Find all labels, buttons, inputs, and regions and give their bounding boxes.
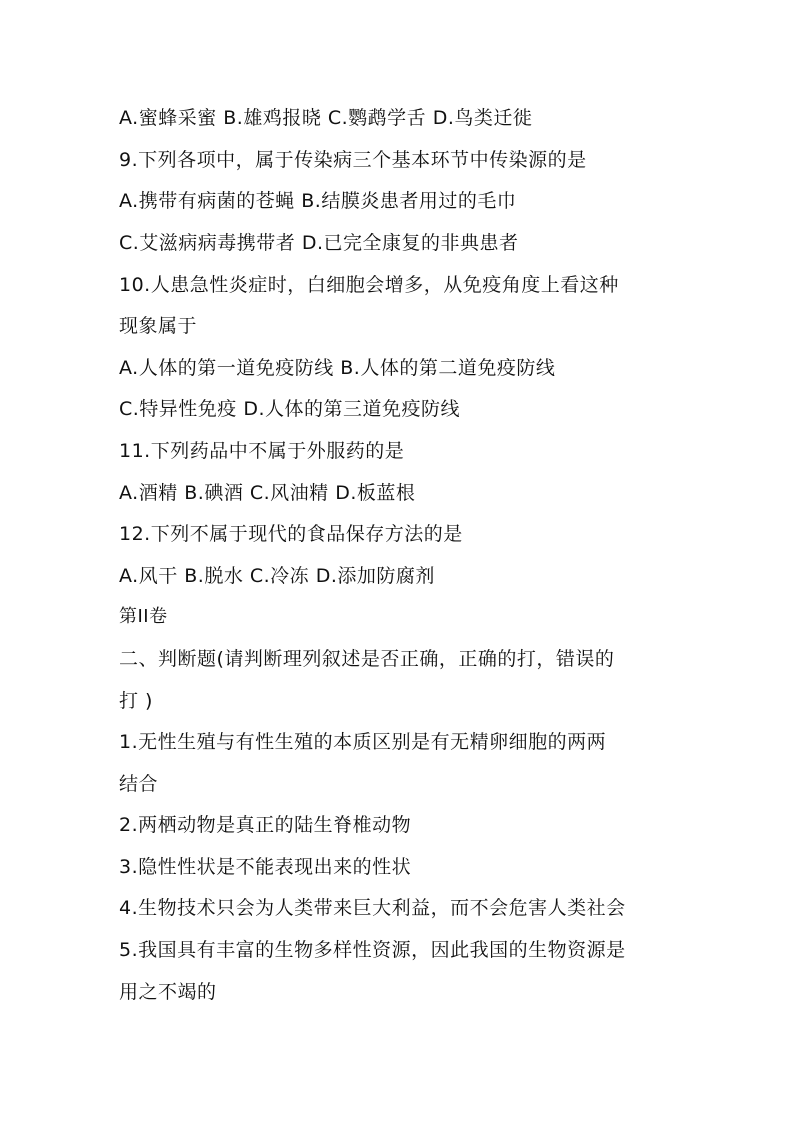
statement-2: 2.两栖动物是真正的陆生脊椎动物 — [119, 814, 412, 836]
answer-options-question-12: A.风干 B.脱水 C.冷冻 D.添加防腐剂 — [119, 565, 435, 587]
statement-1-line-2: 结合 — [119, 773, 159, 795]
answer-options-question-10-line-2: C.特异性免疫 D.人体的第三道免疫防线 — [119, 398, 461, 420]
question-11: 11.下列药品中不属于外服药的是 — [119, 440, 405, 462]
answer-options-question-8: A.蜜蜂采蜜 B.雄鸡报晓 C.鹦鹉学舌 D.鸟类迁徙 — [119, 107, 533, 129]
statement-5-line-2: 用之不竭的 — [119, 981, 217, 1003]
question-10-line-2: 现象属于 — [119, 315, 198, 337]
answer-options-question-9-line-1: A.携带有病菌的苍蝇 B.结膜炎患者用过的毛巾 — [119, 190, 517, 212]
statement-3: 3.隐性性状是不能表现出来的性状 — [119, 856, 412, 878]
answer-options-question-11: A.酒精 B.碘酒 C.风油精 D.板蓝根 — [119, 482, 416, 504]
answer-options-question-10-line-1: A.人体的第一道免疫防线 B.人体的第二道免疫防线 — [119, 357, 556, 379]
question-12: 12.下列不属于现代的食品保存方法的是 — [119, 523, 463, 545]
statement-5-line-1: 5.我国具有丰富的生物多样性资源，因此我国的生物资源是 — [119, 939, 626, 961]
question-9: 9.下列各项中，属于传染病三个基本环节中传染源的是 — [119, 149, 587, 171]
question-10-line-1: 10.人患急性炎症时，白细胞会增多，从免疫角度上看这种 — [119, 274, 619, 296]
answer-options-question-9-line-2: C.艾滋病病毒携带者 D.已完全康复的非典患者 — [119, 232, 519, 254]
true-false-instructions-line-1: 二、判断题(请判断理列叙述是否正确，正确的打，错误的 — [119, 648, 615, 670]
section-title-volume-ii: 第II卷 — [119, 606, 168, 627]
true-false-instructions-line-2: 打 ) — [119, 690, 153, 712]
statement-4: 4.生物技术只会为人类带来巨大利益，而不会危害人类社会 — [119, 897, 626, 919]
statement-1-line-1: 1.无性生殖与有性生殖的本质区别是有无精卵细胞的两两 — [119, 731, 607, 753]
